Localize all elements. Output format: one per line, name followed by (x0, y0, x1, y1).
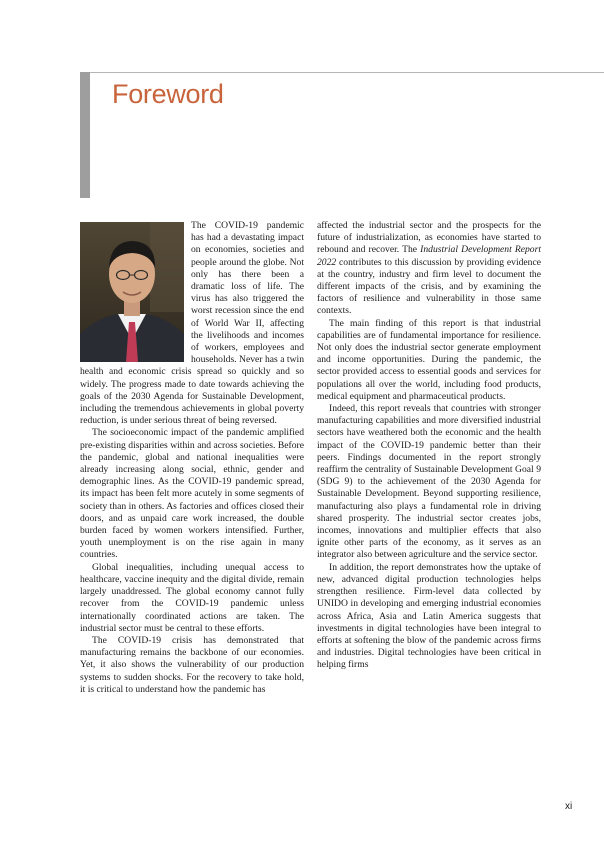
paragraph (80, 220, 304, 427)
page-title: Foreword (112, 79, 224, 109)
paragraph: Global inequalities, including unequal access to healthcare, vaccine inequity and the digital divide, remain largely unaddressed. The global economy cannot fully recover from the COVID-19 pandemic unless internationally coordinated actions are taken. The industrial sector must be central to these efforts. (80, 561, 304, 634)
paragraph-text: contributes to this discussion by providing evidence at the country, industry and firm level to document the different impacts of the crisis, and by examining the factors of resilience and vulnerability in those same contexts. (317, 256, 541, 317)
paragraph: The main finding of this report is that industrial capabilities are of fundamental importance for resilience. Not only does the industrial sector generate employment and income opportunities. During the pandemic, the sector provided access to essential goods and services for populations all over the world, including food products, medical equipment and pharmaceutical products. (317, 317, 541, 402)
paragraph-text: The COVID-19 pandemic has had a devastating impact on economies, societies and people around the globe. Not only has there been a dramatic loss of life. The virus has also triggered the worst recession since the end of World War II, affecting the livelihoods and incomes of workers, employees and households. Never has a twin health and economic crisis spread so quickly and so widely. The progress made to date towards achieving the goals of the 2030 Agenda for Sustainable Development, including the tremendous achievements in global poverty reduction, is under serious threat of being reversed. (80, 220, 304, 427)
top-rule (82, 72, 604, 73)
paragraph: In addition, the report demonstrates how the uptake of new, advanced digital production technologies helps strengthen resilience. Firm-level data collected by UNIDO in developing and emerging industrial economies across Africa, Asia and Latin America suggests that investments in digital technologies have been integral to efforts at softening the blow of the pandemic across firms and industries. Digital technologies have been critical in helping firms (317, 561, 541, 671)
paragraph: The COVID-19 crisis has demonstrated that manufacturing remains the backbone of our economies. Yet, it also shows the vulnerability of our production systems to sudden shocks. For the recovery to take hold, it is critical to understand how the pandemic has (80, 634, 304, 695)
paragraph-text: affected the industrial sector and the prospects for the future of industrialization, as economies have started to rebound and recover. The (317, 220, 541, 256)
report-title: Industrial Development Report 2022 (317, 244, 541, 268)
text-column-left (80, 220, 304, 696)
paragraph: The socioeconomic impact of the pandemic amplified pre-existing disparities within and across societies. Before the pandemic, global and national inequalities were already increasing along social, ethnic, gender and demographic lines. As the COVID-19 pandemic spread, its impact has been felt more acutely in some segments of society than in others. As factories and offices closed their doors, and as unpaid care work increased, the double burden faced by women workers intensified. Further, youth unemployment is on the rise again in many countries. (80, 427, 304, 561)
text-column-right (317, 220, 541, 672)
portrait-wrap-space (80, 220, 191, 366)
title-side-bar (80, 72, 90, 198)
paragraph: Indeed, this report reveals that countries with stronger manufacturing capabilities and more diversified industrial sectors have weathered both the economic and the health impact of the COVID-19 pandemic better than their peers. Findings documented in the report strongly reaffirm the centrality of Sustainable Development Goal 9 (SDG 9) to the achievement of the 2030 Agenda for Sustainable Development. Beyond supporting resilience, manufacturing also plays a fundamental role in driving shared prosperity. The industrial sector creates jobs, incomes, innovations and multiplier effects that also ignite other parts of the economy, as it serves as an integrator also between agriculture and the service sector. (317, 403, 541, 561)
paragraph (317, 220, 541, 318)
page-number: xi (565, 801, 573, 812)
